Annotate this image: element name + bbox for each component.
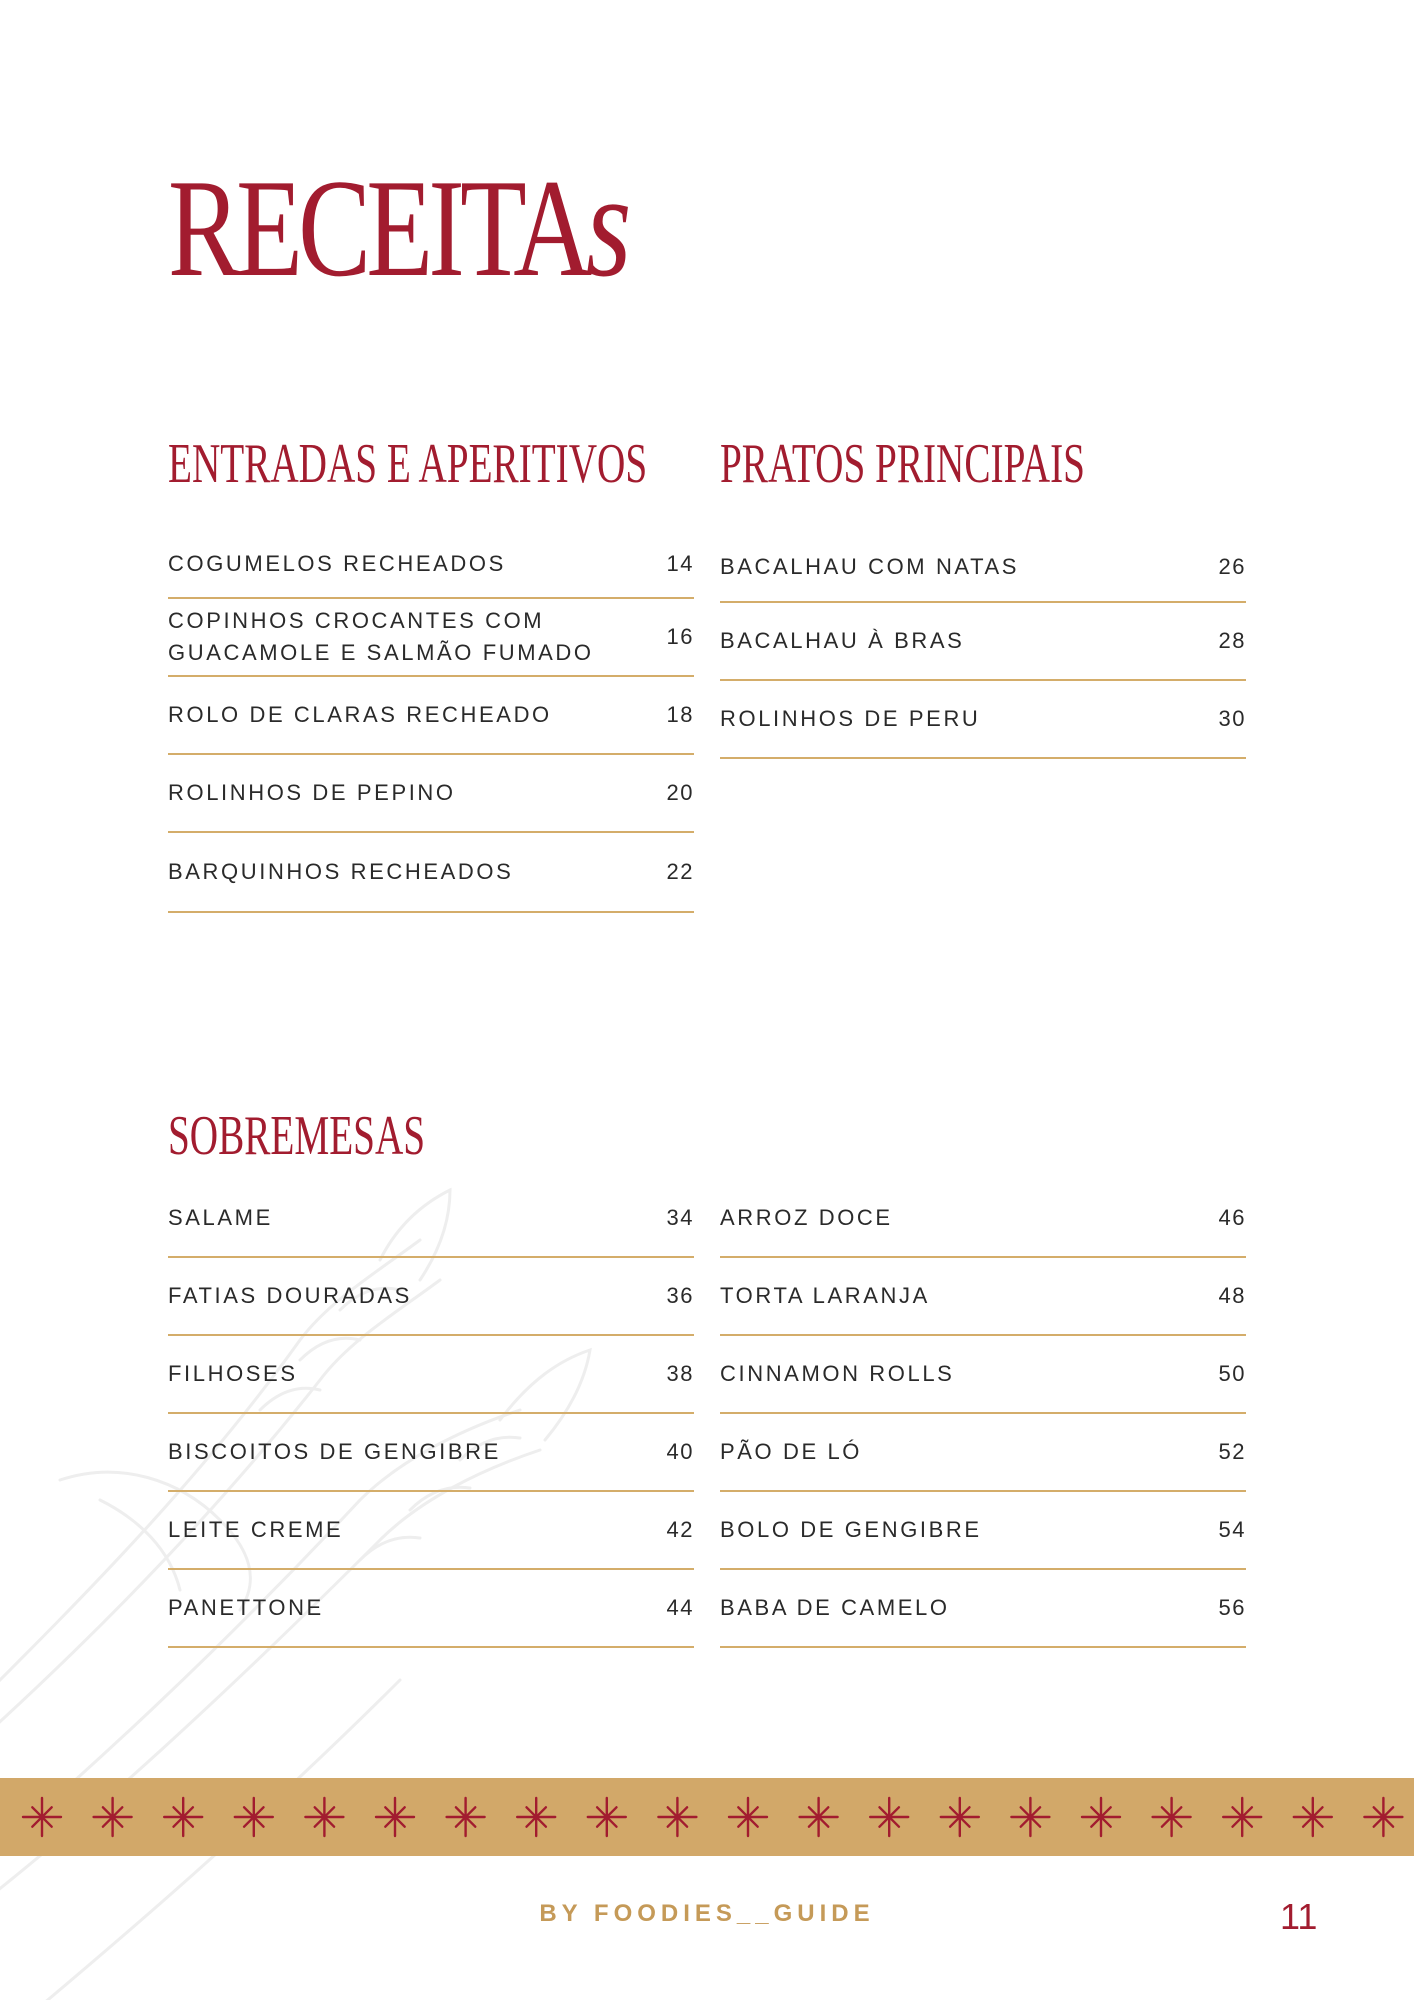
section-heading-sobremesas: SOBREMESAS (168, 1105, 426, 1167)
toc-item-name: BISCOITOS DE GENGIBRE (168, 1439, 501, 1464)
toc-list-sobremesas-left (168, 1179, 694, 1648)
toc-item[interactable] (720, 1414, 1246, 1492)
toc-item-page: 56 (1218, 1595, 1246, 1620)
toc-item[interactable] (720, 603, 1246, 681)
star-row (0, 1778, 1414, 1856)
toc-list-pratos (720, 532, 1246, 759)
asterisk-star-icon (94, 1798, 132, 1836)
toc-item-name: LEITE CREME (168, 1517, 344, 1542)
toc-item[interactable] (720, 1258, 1246, 1336)
asterisk-star-icon (376, 1798, 414, 1836)
page-number: 11 (1280, 1896, 1318, 1937)
toc-item-name: TORTA LARANJA (720, 1283, 930, 1308)
asterisk-star-icon (941, 1798, 979, 1836)
toc-list-entradas (168, 531, 694, 913)
asterisk-star-icon (1364, 1798, 1402, 1836)
toc-item-page: 16 (666, 624, 694, 649)
toc-item-page: 50 (1218, 1361, 1246, 1386)
toc-item-page: 22 (666, 859, 694, 884)
asterisk-star-icon (164, 1798, 202, 1836)
toc-item-page: 46 (1218, 1204, 1246, 1230)
toc-item-name-line1: COPINHOS CROCANTES COM (168, 608, 545, 633)
asterisk-star-icon (305, 1798, 343, 1836)
toc-item[interactable] (168, 1414, 694, 1492)
toc-item-page: 26 (1218, 553, 1246, 579)
toc-item[interactable] (168, 531, 694, 599)
toc-item[interactable] (168, 1258, 694, 1336)
toc-item[interactable] (720, 1492, 1246, 1570)
asterisk-star-icon (658, 1798, 696, 1836)
toc-item-page: 38 (666, 1361, 694, 1386)
asterisk-star-icon (235, 1798, 273, 1836)
toc-item[interactable] (168, 833, 694, 913)
toc-item-name: BARQUINHOS RECHEADOS (168, 859, 514, 884)
asterisk-star-icon (1011, 1798, 1049, 1836)
toc-item[interactable] (720, 1336, 1246, 1414)
toc-item-name-line2: GUACAMOLE E SALMÃO FUMADO (168, 640, 594, 665)
toc-item-page: 40 (666, 1439, 694, 1464)
toc-item-page: 42 (666, 1517, 694, 1542)
asterisk-star-icon (729, 1798, 767, 1836)
asterisk-star-icon (1153, 1798, 1191, 1836)
toc-item-page: 30 (1218, 706, 1246, 731)
page-title (168, 142, 632, 308)
asterisk-star-icon (588, 1798, 626, 1836)
asterisk-star-icon (800, 1798, 838, 1836)
toc-item-page: 28 (1218, 628, 1246, 653)
toc-item[interactable] (168, 599, 694, 677)
toc-item[interactable] (168, 1492, 694, 1570)
title-main: RECEITA (168, 151, 588, 306)
toc-item-page: 14 (666, 551, 694, 576)
section-heading-pratos: PRATOS PRINCIPAIS (720, 433, 1085, 495)
section-heading-entradas: ENTRADAS E APERITIVOS (168, 433, 648, 495)
toc-item-name: COGUMELOS RECHEADOS (168, 551, 506, 576)
toc-item-name: FILHOSES (168, 1361, 298, 1386)
toc-list-sobremesas-right (720, 1179, 1246, 1648)
toc-item-name: PÃO DE LÓ (720, 1439, 862, 1464)
toc-item-name: FATIAS DOURADAS (168, 1283, 412, 1308)
asterisk-star-icon (23, 1798, 61, 1836)
toc-item-name: CINNAMON ROLLS (720, 1361, 955, 1386)
toc-item-name: PANETTONE (168, 1595, 324, 1620)
toc-item[interactable] (168, 755, 694, 833)
title-flourish: s (585, 142, 632, 308)
asterisk-star-icon (870, 1798, 908, 1836)
toc-item-page: 44 (666, 1595, 694, 1620)
toc-item-name: ROLINHOS DE PERU (720, 706, 981, 731)
toc-item[interactable] (720, 532, 1246, 603)
asterisk-star-icon (1294, 1798, 1332, 1836)
toc-item-name: ARROZ DOCE (720, 1204, 893, 1230)
asterisk-star-icon (1223, 1798, 1261, 1836)
toc-item-name (168, 605, 594, 669)
toc-item[interactable] (720, 1179, 1246, 1258)
toc-item[interactable] (168, 1179, 694, 1258)
toc-item-page: 48 (1218, 1283, 1246, 1308)
toc-item-name: BACALHAU À BRAS (720, 628, 965, 653)
toc-item[interactable] (168, 677, 694, 755)
asterisk-star-icon (517, 1798, 555, 1836)
toc-item-page: 36 (666, 1283, 694, 1308)
footer-credit: BY FOODIES__GUIDE (539, 1900, 875, 1927)
decorative-band (0, 1778, 1414, 1856)
asterisk-star-icon (1082, 1798, 1120, 1836)
toc-item-name: SALAME (168, 1204, 273, 1230)
toc-item-name: BOLO DE GENGIBRE (720, 1517, 982, 1542)
toc-item-name: BACALHAU COM NATAS (720, 553, 1020, 579)
toc-item-page: 34 (666, 1204, 694, 1230)
toc-item-page: 54 (1218, 1517, 1246, 1542)
toc-item[interactable] (168, 1570, 694, 1648)
toc-item-page: 52 (1218, 1439, 1246, 1464)
toc-item-name: ROLO DE CLARAS RECHEADO (168, 702, 552, 727)
toc-item[interactable] (720, 681, 1246, 759)
toc-item-page: 18 (666, 702, 694, 727)
toc-item[interactable] (720, 1570, 1246, 1648)
toc-item-name: ROLINHOS DE PEPINO (168, 780, 456, 805)
asterisk-star-icon (447, 1798, 485, 1836)
toc-item[interactable] (168, 1336, 694, 1414)
toc-item-page: 20 (666, 780, 694, 805)
toc-item-name: BABA DE CAMELO (720, 1595, 950, 1620)
